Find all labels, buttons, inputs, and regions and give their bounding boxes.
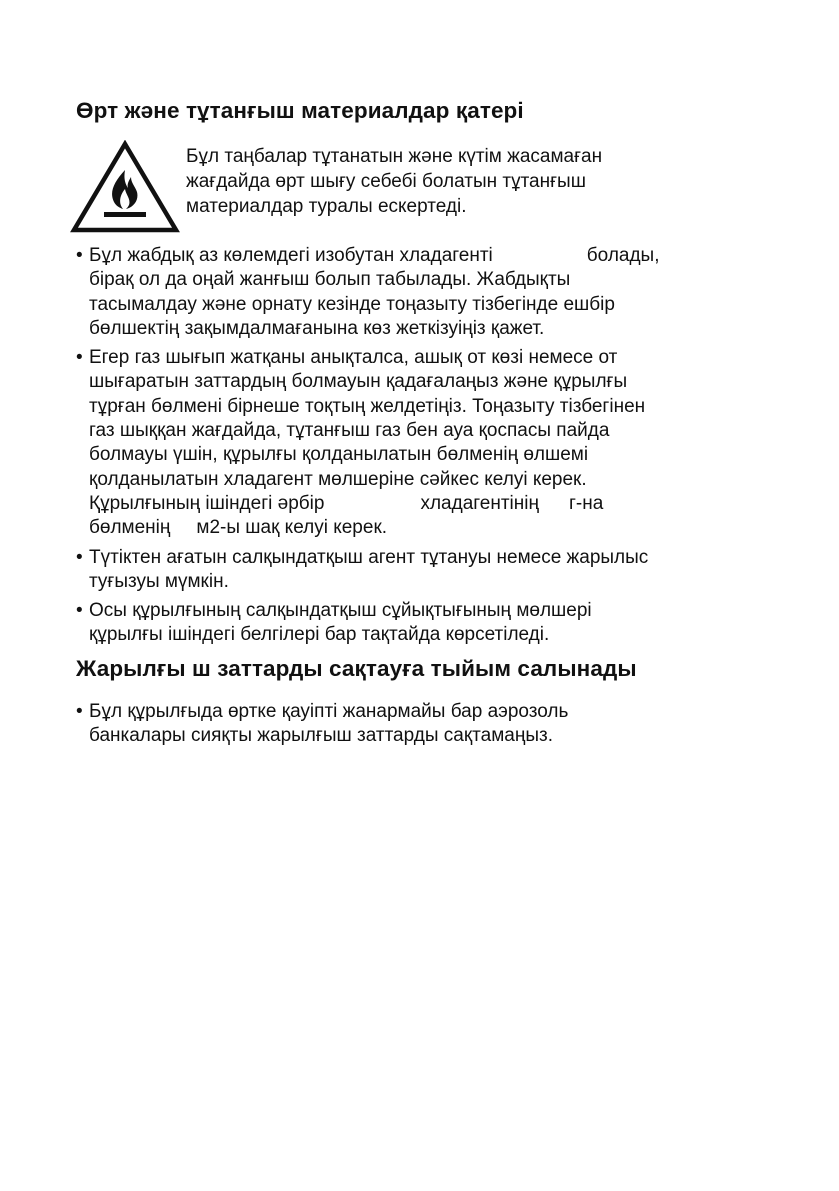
bullet-line: • Бұл жабдық аз көлемдегі изобутан хладагенті болады, [89,245,660,266]
bullet-line: бөлменің м2-ы шақ келуі керек. [89,517,388,539]
intro-line: Бұл таңбалар тұтанатын және күтім жасамаған [186,146,603,167]
explosives-heading: Жарылғы ш заттарды сақтауға тыйым салынады [76,656,637,681]
fire-hazard-heading: Өрт және тұтанғыш материалдар қатері [76,98,524,123]
bullet-line: • Түтіктен ағатын салқындатқыш агент тұтануы немесе жарылыс [89,546,649,568]
bullet-item-refrigerant-leak [78,546,778,595]
bullet-item-refrigerant-amount [78,599,778,648]
bullet-line: болмауы үшін, құрылғы қолданылатын бөлменің өлшемі [89,444,589,466]
bullet-line: газ шыққан жағдайда, тұтанғыш газ бен ауа қоспасы пайда [89,420,610,442]
bullet-line: Құрылғының ішіндегі әрбір хладагентінің г-на [89,492,604,514]
intro-line: жағдайда өрт шығу себебі болатын тұтанғыш [186,171,586,192]
bullet-line: құрылғы ішіндегі белгілері бар тақтайда көрсетіледі. [89,624,550,646]
bullet-line: • Осы құрылғының салқындатқыш сұйықтығының мөлшері [89,600,592,622]
bullet-line: тұрған бөлмені бірнеше тоқтың желдетіңіз. Тоңазыту тізбегінен [89,395,646,417]
bullet-line: банкалары сияқты жарылғыш заттарды сақтамаңыз. [89,725,553,747]
bullet-line: туғызуы мүмкін. [89,570,229,592]
bullet-line: тасымалдау және орнату кезінде тоңазыту тізбегінде ешбір [89,293,615,315]
bullet-line: • Егер газ шығып жатқаны анықталса, ашық от көзі немесе от [89,347,618,369]
explosives-bullet-list [78,700,778,754]
bullet-item-isobutane [78,244,778,341]
warning-intro-text [186,144,746,219]
fire-hazard-bullet-list [78,244,778,653]
flammable-warning-icon [70,140,180,234]
bullet-item-gas-leak [78,346,778,540]
intro-line: материалдар туралы ескертеді. [186,196,467,217]
bullet-line: бірақ ол да оңай жанғыш болып табылады. Жабдықты [89,269,571,291]
bullet-line: бөлшектің зақымдалмағанына көз жеткізуіңіз қажет. [89,317,545,339]
bullet-line: шығаратын заттардың болмауын қадағалаңыз және құрылғы [89,371,628,393]
bullet-item-aerosol [78,700,778,749]
bullet-line: қолданылатын хладагент мөлшеріне сәйкес келуі керек. [89,468,587,490]
bullet-line: • Бұл құрылғыда өртке қауіпті жанармайы бар аэрозоль [89,701,569,722]
